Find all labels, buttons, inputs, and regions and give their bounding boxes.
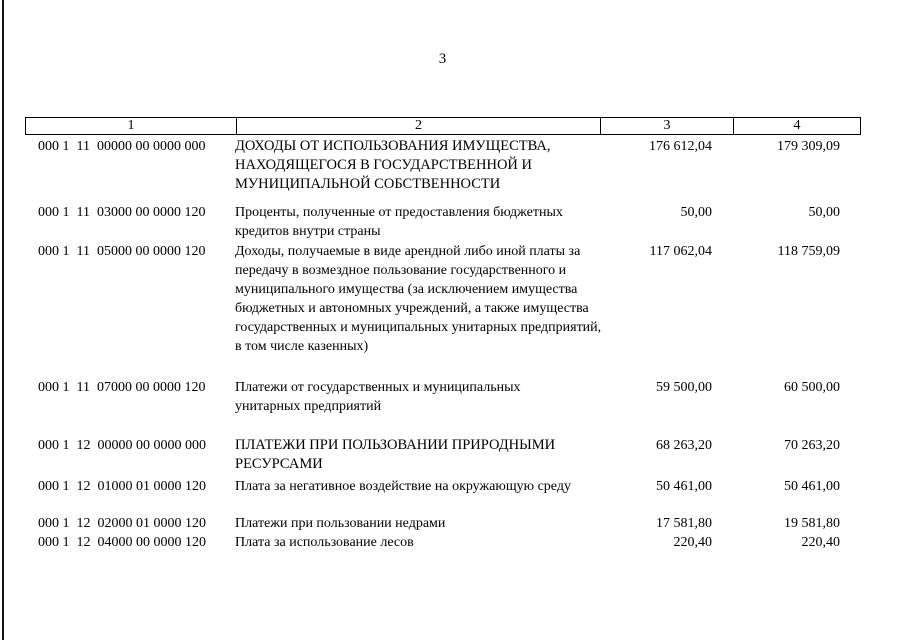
row-name: Платежи от государственных и муниципальных унитарных предприятий	[235, 380, 521, 414]
row-value-4: 220,40	[801, 535, 840, 550]
row-value-3: 59 500,00	[656, 380, 712, 395]
row-code: 000 1 12 01000 01 0000 120	[38, 479, 206, 494]
row-value-3: 17 581,80	[656, 516, 712, 531]
row-value-3: 50,00	[680, 205, 712, 220]
row-name: Платежи при пользовании недрами	[235, 516, 446, 531]
row-name: Плата за использование лесов	[235, 535, 414, 550]
row-code: 000 1 11 07000 00 0000 120	[38, 380, 206, 395]
row-value-3: 176 612,04	[649, 139, 712, 154]
page-edge-rule	[2, 0, 4, 640]
page-number: 3	[438, 51, 447, 67]
row-value-3: 117 062,04	[649, 244, 712, 259]
header-col-1: 1	[127, 118, 135, 133]
row-code: 000 1 11 00000 00 0000 000	[38, 139, 206, 154]
row-code: 000 1 11 03000 00 0000 120	[38, 205, 206, 220]
header-col-4: 4	[733, 118, 860, 134]
row-value-4: 60 500,00	[784, 380, 840, 395]
row-value-4: 70 263,20	[784, 438, 840, 453]
row-code: 000 1 12 00000 00 0000 000	[38, 438, 206, 453]
row-name: Плата за негативное воздействие на окружающую среду	[235, 479, 571, 494]
row-value-4: 19 581,80	[784, 516, 840, 531]
row-value-3: 220,40	[673, 535, 712, 550]
row-name: Доходы, получаемые в виде арендной либо иной платы за передачу в возмездное пользование государственного и муниципального имущества (за исключением имущества бюджетных и автономных учреждений, а также имущества государственных и муниципальных унитарных предприятий, в том числе казенных)	[235, 244, 602, 354]
row-code: 000 1 12 04000 00 0000 120	[38, 535, 206, 550]
row-value-3: 68 263,20	[656, 438, 712, 453]
row-name: ДОХОДЫ ОТ ИСПОЛЬЗОВАНИЯ ИМУЩЕСТВА, НАХОДЯЩЕГОСЯ В ГОСУДАРСТВЕННОЙ И МУНИЦИПАЛЬНОЙ СОБСТВЕННОСТИ	[235, 138, 551, 192]
row-name: ПЛАТЕЖИ ПРИ ПОЛЬЗОВАНИИ ПРИРОДНЫМИ РЕСУРСАМИ	[235, 437, 556, 472]
row-code: 000 1 11 05000 00 0000 120	[38, 244, 206, 259]
row-value-4: 179 309,09	[777, 139, 840, 154]
row-value-4: 50,00	[808, 205, 840, 220]
row-value-4: 118 759,09	[777, 244, 840, 259]
table-header	[25, 117, 861, 135]
row-code: 000 1 12 02000 01 0000 120	[38, 516, 206, 531]
row-value-3: 50 461,00	[656, 479, 712, 494]
header-col-2: 2	[236, 118, 600, 134]
row-name: Проценты, полученные от предоставления бюджетных кредитов внутри страны	[235, 205, 563, 239]
header-col-3: 3	[600, 118, 733, 134]
row-value-4: 50 461,00	[784, 479, 840, 494]
